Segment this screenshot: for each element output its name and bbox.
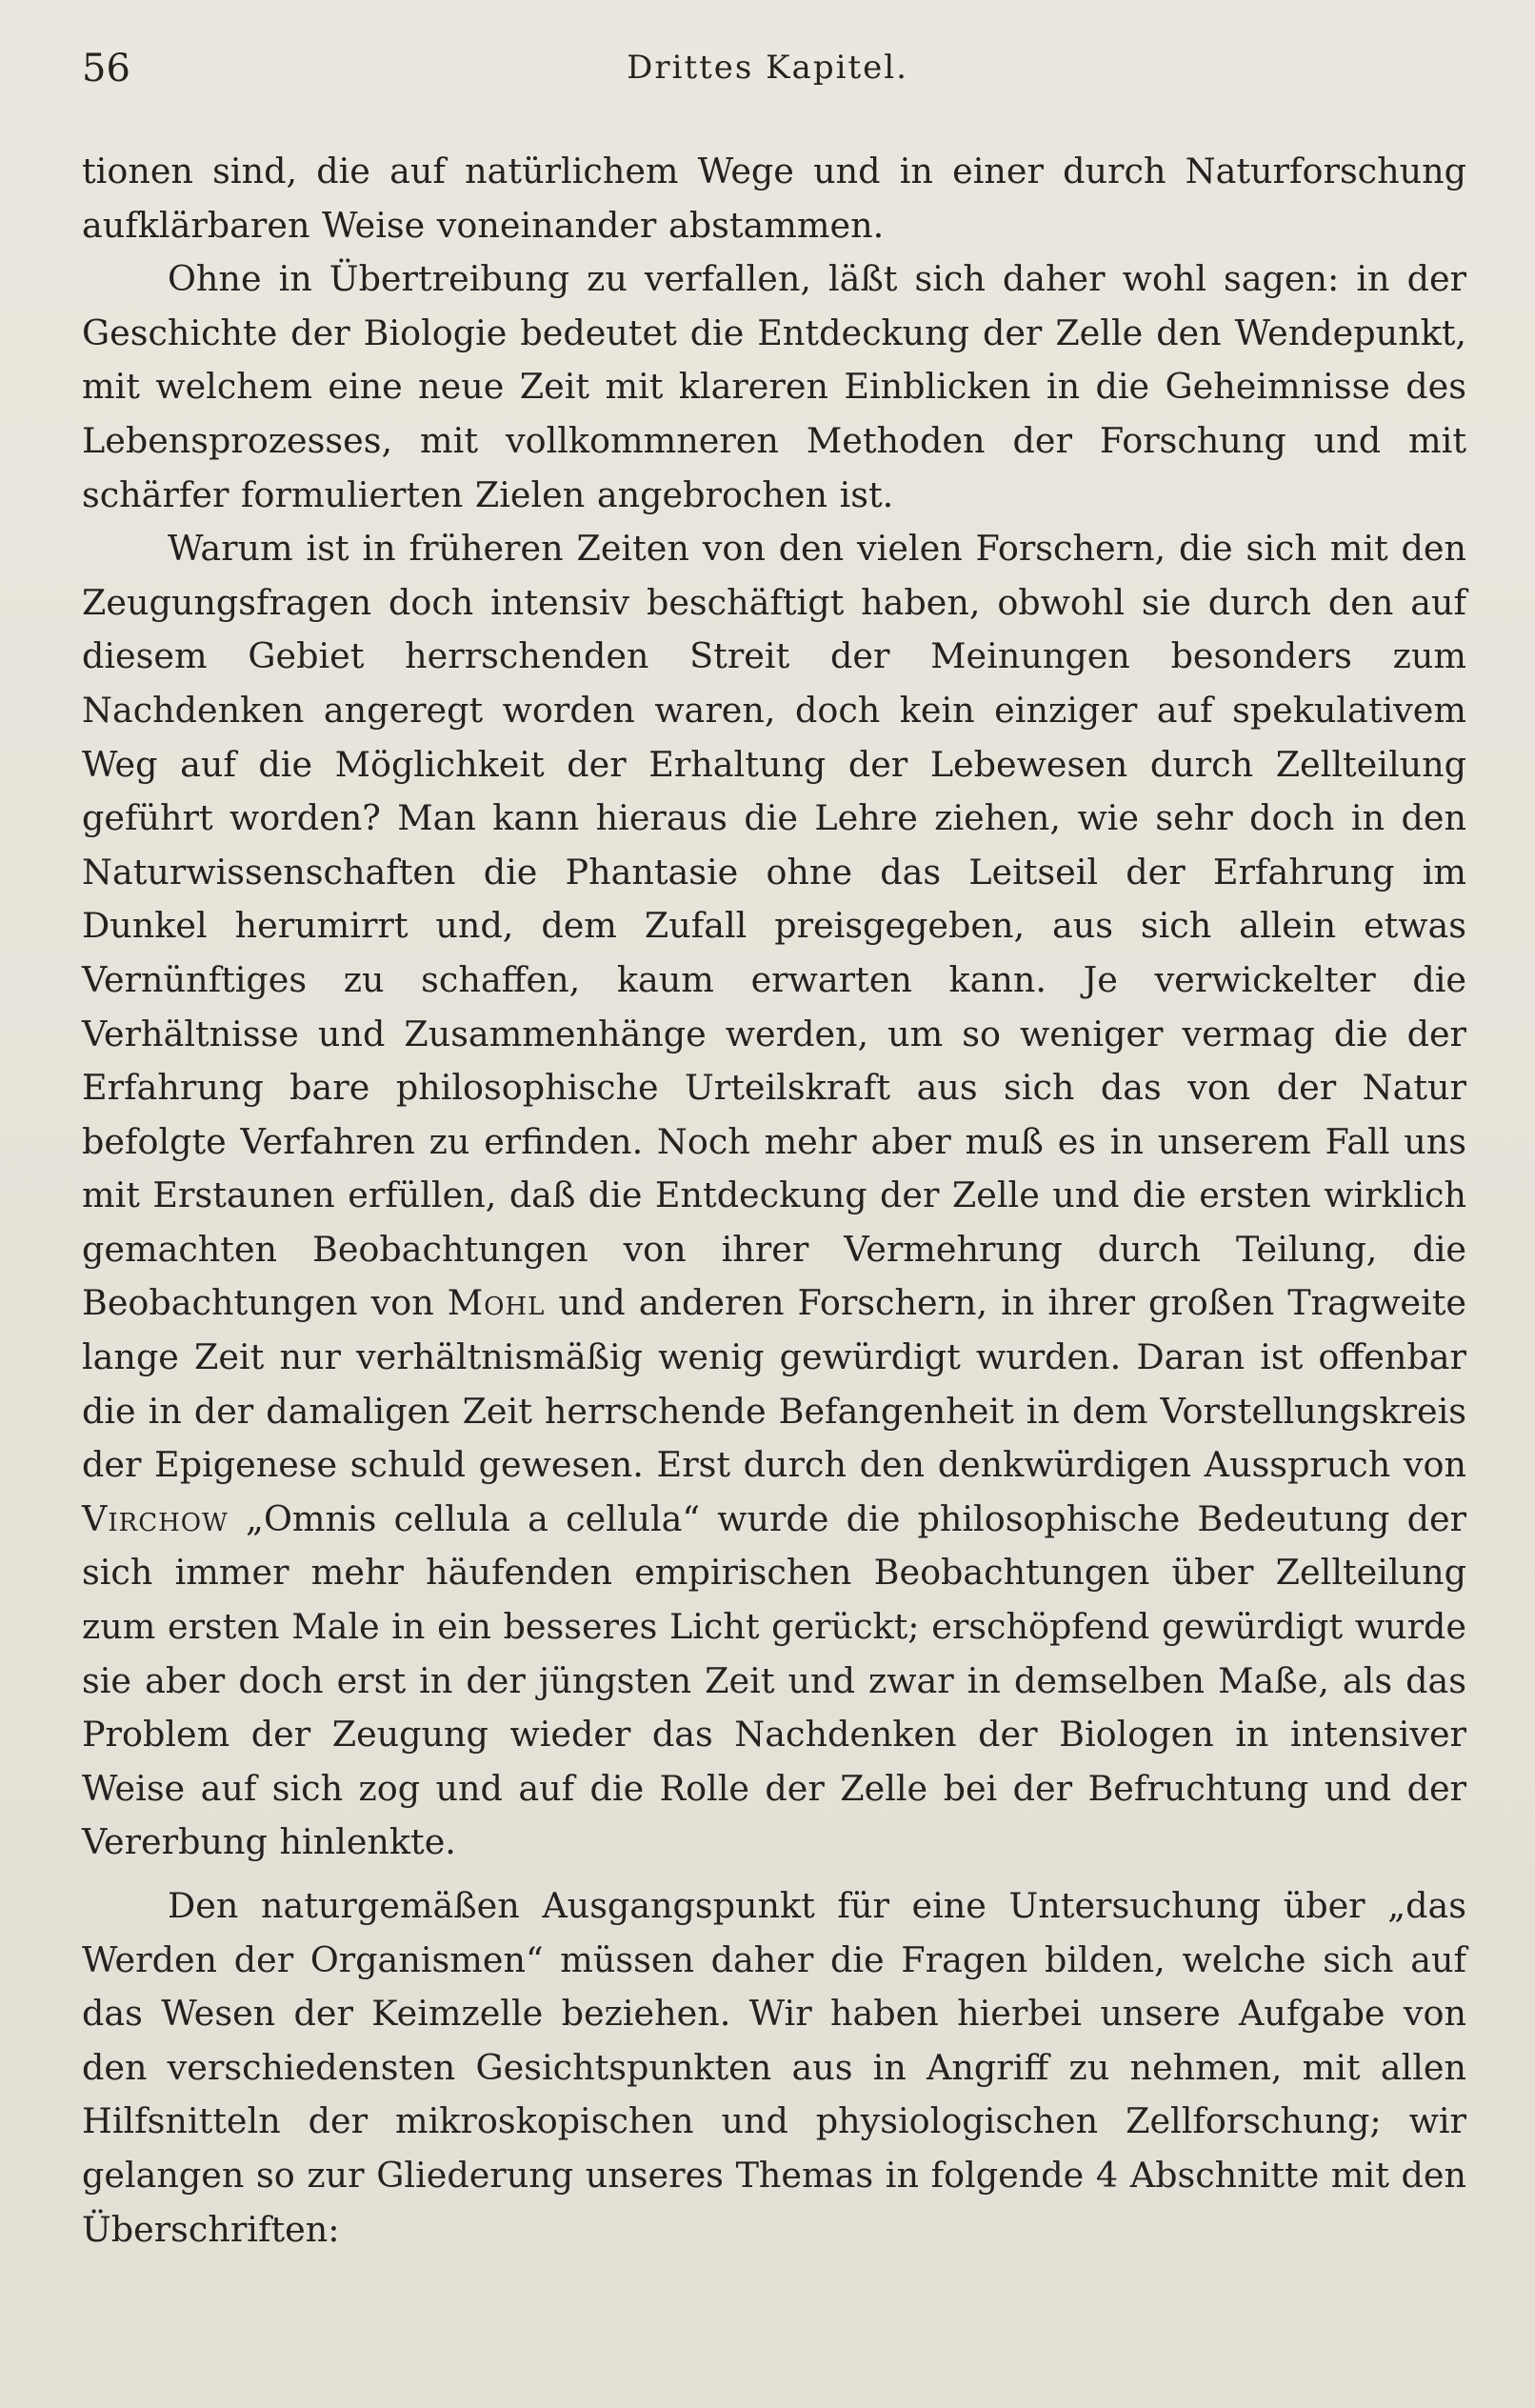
paragraph-3-text-c: „Omnis cellula a cellula“ wurde die philosophische Bedeutung der sich immer mehr häufenden empirischen Beobachtungen über Zellteilung zum ersten Male in ein besseres Licht gerückt; erschöpfend gewürdigt wurde sie aber doch erst in der jüngsten Zeit und zwar in demselben Maße, als das Problem der Zeugung wieder das Nachdenken der Biologen in intensiver Weise auf sich zog und auf die Rolle der Zelle bei der Befruchtung und der Vererbung hinlenkte. (82, 1497, 1466, 1863)
page-number: 56 (82, 47, 130, 90)
paragraph-2: Ohne in Übertreibung zu verfallen, läßt sich daher wohl sagen: in der Geschichte der Biologie bedeutet die Entdeckung der Zelle den Wendepunkt, mit welchem eine neue Zeit mit klareren Einblicken in die Geheimnisse des Lebensprozesses, mit vollkommneren Methoden der Forschung und mit schärfer formulierten Zielen angebrochen ist. (82, 258, 1466, 515)
author-name-mohl: Mohl (447, 1282, 546, 1324)
paragraph-3 (82, 522, 1466, 1870)
body-text (82, 145, 1466, 2257)
paragraph-3-text-b: und anderen Forschern, in ihrer großen Tragweite lange Zeit nur verhältnismäßig wenig gewürdigt wurden. Daran ist offenbar die in der damaligen Zeit herrschende Befangenheit in dem Vorstellungskreis der Epigenese schuld gewesen. Erst durch den denkwürdigen Ausspruch von (82, 1282, 1466, 1486)
paragraph-3-text-a: Warum ist in früheren Zeiten von den vielen Forschern, die sich mit den Zeugungsfragen doch intensiv beschäftigt haben, obwohl sie durch den auf diesem Gebiet herrschenden Streit der Meinungen besonders zum Nachdenken angeregt worden waren, doch kein einziger auf spekulativem Weg auf die Möglichkeit der Erhaltung der Lebewesen durch Zellteilung geführt worden? Man kann hieraus die Lehre ziehen, wie sehr doch in den Naturwissenschaften die Phantasie ohne das Leitseil der Erfahrung im Dunkel herumirrt und, dem Zufall preisgegeben, aus sich allein etwas Vernünftiges zu schaffen, kaum erwarten kann. Je verwickelter die Verhältnisse und Zusammenhänge werden, um so weniger vermag die der Erfahrung bare philosophische Urteilskraft aus sich das von der Natur befolgte Verfahren zu erfinden. Noch mehr aber muß es in unserem Fall uns mit Erstaunen erfüllen, daß die Entdeckung der Zelle und die ersten wirklich gemachten Beobachtungen von ihrer Vermehrung durch Teilung, die Beobachtungen von (82, 528, 1466, 1324)
paragraph-4: Den naturgemäßen Ausgangspunkt für eine Untersuchung über „das Werden der Organismen“ müssen daher die Fragen bilden, welche sich auf das Wesen der Keimzelle beziehen. Wir haben hierbei unsere Aufgabe von den verschiedensten Gesichtspunkten aus in Angriff zu nehmen, mit allen Hilfsnitteln der mikroskopischen und physiologischen Zellforschung; wir gelangen so zur Gliederung unseres Themas in folgende 4 Abschnitte mit den Überschriften: (82, 1885, 1466, 2250)
running-head: Drittes Kapitel. (627, 49, 908, 87)
author-name-virchow: Virchow (82, 1497, 229, 1539)
paragraph-1: tionen sind, die auf natürlichem Wege und in einer durch Naturforschung aufklärbaren Weise voneinander abstammen. (82, 150, 1466, 246)
